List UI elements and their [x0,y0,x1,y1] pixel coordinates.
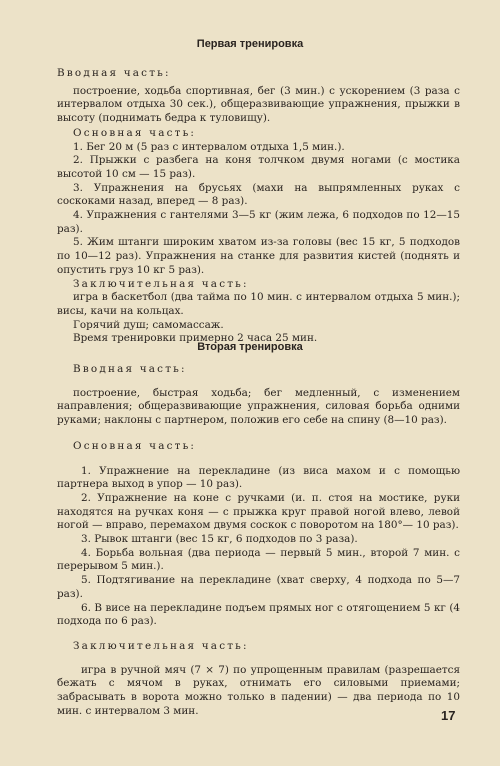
section-title-first: Первая тренировка [196,38,304,50]
duration-text: Время тренировки примерно 2 часа 25 мин. [73,332,318,345]
main-label: Основная часть: [73,126,197,139]
intro-label: Вводная часть: [57,67,171,79]
list-item: 1. Бег 20 м (5 раз с интервалом отдыха 1,5 мин.). [73,140,345,153]
main-label: Основная часть: [73,439,197,452]
section-title-second: Вторая тренировка [197,341,303,353]
list-item: 5. Подтягивание на перекладине (хват сверху, 4 подхода по 5—7 раз). [57,574,460,600]
final-text: игра в ручной мяч (7 × 7) по упрощенным правилам (разрешается бежать с мячом в руках, отнимать его силовыми приемами; забрасывать в ворота можно только в падении) — два периода по 10 мин. с интервалом 3 мин. [57,663,460,717]
final-label: Заключительная часть: [73,639,249,652]
intro-label: Вводная часть: [73,363,187,375]
shower-text: Горячий душ; самомассаж. [73,318,224,331]
list-item: 5. Жим штанги широким хватом из-за головы (вес 15 кг, 5 подходов по 10—12 раз). Упражнения на станке для развития кистей (поднять и опустить груз 10 кг 5 раз). [57,236,460,276]
list-item: 2. Прыжки с разбега на коня толчком двумя ногами (с мостика высотой 10 см — 15 раз). [57,154,460,180]
list-item: 4. Упражнения с гантелями 3—5 кг (жим лежа, 6 подходов по 12—15 раз). [57,209,460,235]
list-item: 2. Упражнение на коне с ручками (и. п. стоя на мостике, руки находятся на ручках коня — с прыжка круг правой ногой влево, левой ногой — вправо, перемахом двумя соскок с поворотом на 180°— 10 раз). [57,491,460,532]
final-text: игра в баскетбол (два тайма по 10 мин. с интервалом отдыха 5 мин.); висы, качи на кольцах. [57,291,460,317]
section-second [57,363,460,718]
page-number: 17 [441,708,456,723]
list-item: 4. Борьба вольная (два периода — первый 5 мин., второй 7 мин. с перерывом 5 мин.). [57,546,460,573]
list-item: 3. Рывок штанги (вес 15 кг, 6 подходов по 3 раза). [81,533,358,546]
list-item: 6. В висе на перекладине подъем прямых ног с отягощением 5 кг (4 подхода по 6 раз). [57,601,460,628]
intro-text: построение, быстрая ходьба; бег медленный, с изменением направления; общеразвивающие упражнения, силовая борьба одними руками; наклоны с партнером, положив его себе на спину (8—10 раз). [57,386,460,427]
list-item: 1. Упражнение на перекладине (из виса махом и с помощью партнера выход в упор — 10 раз). [57,464,460,491]
final-label: Заключительная часть: [73,277,249,290]
section-first [57,67,460,346]
intro-text: построение, ходьба спортивная, бег (3 мин.) с ускорением (3 раза с интервалом отдыха 30 сек.), общеразвивающие упражнения, прыжки в высоту (поднимать бедра к туловищу). [57,84,460,125]
list-item: 3. Упражнения на брусьях (махи на выпрямленных руках с соскоками назад, вперед — 8 раз). [57,181,460,208]
